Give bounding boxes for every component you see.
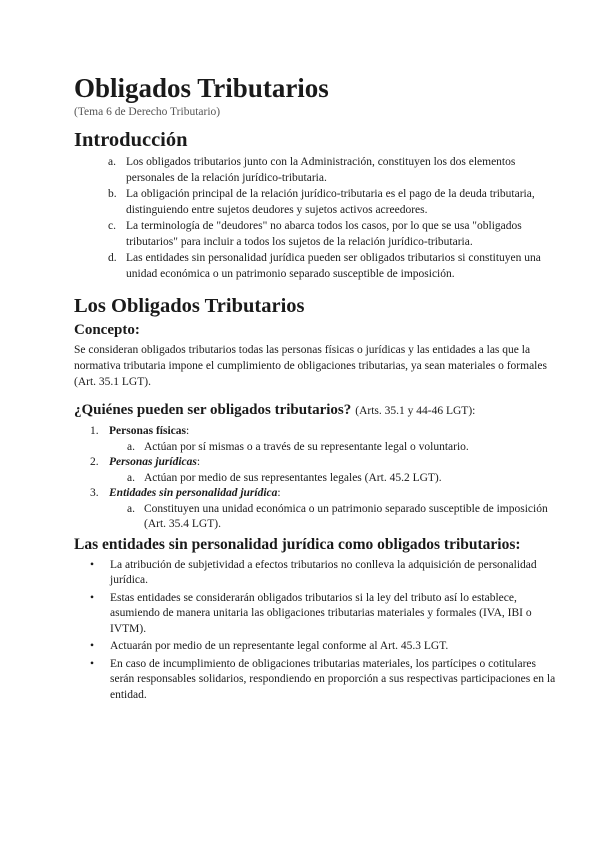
list-item (74, 455, 560, 486)
concept-text: Se consideran obligados tributarios todas las personas físicas o jurídicas y las entidades a las que la normativa tributaria impone el cumplimiento de obligaciones tributarias, ya sean materiales o formales (Art. 35.1 LGT). (74, 344, 547, 388)
list-item-text: La terminología de "deudores" no abarca todos los casos, por lo que se usa "obligados tributarios" para incluir a todos los sujetos de la relación jurídico-tributaria. (126, 220, 522, 248)
list-marker: a. (127, 440, 135, 453)
list-item (74, 486, 560, 533)
sub-list-item (74, 471, 560, 487)
list-item (74, 251, 560, 282)
list-item-text: La obligación principal de la relación jurídico-tributaria es el pago de la deuda tributaria, distinguiendo entre sujetos deudores y sujetos activos acreedores. (126, 188, 535, 216)
list-item (74, 155, 560, 186)
list-item-colon: : (196, 456, 201, 468)
list-item-text: Las entidades sin personalidad jurídica pueden ser obligados tributarios si constituyen una unidad económica o un patrimonio separado susceptible de imposición. (126, 252, 541, 280)
bullet-icon: • (90, 657, 95, 670)
list-marker: c. (108, 220, 116, 232)
list-item-term: Personas jurídicas (109, 456, 197, 468)
list-item (74, 591, 560, 638)
list-marker: d. (108, 252, 117, 264)
document-title: Obligados Tributarios (74, 73, 329, 103)
list-marker: 3. (90, 487, 99, 499)
document-subtitle: (Tema 6 de Derecho Tributario) (74, 106, 221, 118)
entities-list (74, 558, 560, 704)
list-item-text: Constituyen una unidad económica o un patrimonio separado susceptible de imposición (Art. 35.4 LGT). (144, 502, 548, 530)
list-item-term: Personas físicas (109, 425, 186, 437)
list-item (74, 424, 560, 455)
list-item-text: Los obligados tributarios junto con la Administración, constituyen los dos elementos personales de la relación jurídico-tributaria. (126, 156, 516, 184)
bullet-icon: • (90, 591, 95, 604)
who-list (74, 424, 560, 533)
list-item-text: La atribución de subjetividad a efectos tributarios no conlleva la adquisición de personalidad jurídica. (110, 558, 537, 586)
list-item (74, 219, 560, 250)
who-reference: (Arts. 35.1 y 44-46 LGT): (355, 405, 476, 417)
list-marker: b. (108, 188, 117, 200)
concept-heading: Concepto: (74, 322, 140, 338)
intro-heading: Introducción (74, 129, 188, 151)
list-item-text: Actúan por sí mismas o a través de su representante legal o voluntario. (144, 440, 469, 453)
list-item (74, 187, 560, 218)
list-marker: a. (108, 156, 116, 168)
list-marker: 2. (90, 456, 99, 468)
entities-heading: Las entidades sin personalidad jurídica como obligados tributarios: (74, 535, 521, 553)
sub-list-item (74, 440, 560, 456)
who-heading-line (74, 400, 560, 421)
list-item-colon: : (277, 487, 281, 499)
list-item-text: Actuarán por medio de un representante legal conforme al Art. 45.3 LGT. (110, 640, 449, 652)
list-item-term: Entidades sin personalidad jurídica (109, 487, 278, 499)
list-marker: a. (127, 502, 135, 515)
sub-list-item (74, 502, 560, 533)
intro-list (74, 155, 560, 282)
list-item-text: Actúan por medio de sus representantes legales (Art. 45.2 LGT). (144, 471, 442, 484)
list-item (74, 639, 560, 655)
list-item (74, 558, 560, 589)
list-item-colon: : (185, 425, 190, 437)
list-item-text: Estas entidades se considerarán obligados tributarios si la ley del tributo así lo establece, asumiendo de manera unitaria las obligaciones tributarias materiales y formales (IVA, IBI o IVTM). (110, 591, 532, 635)
list-marker: a. (127, 471, 135, 484)
list-item-text: En caso de incumplimiento de obligaciones tributarias materiales, los partícipes o cotitulares serán responsables solidarios, respondiendo en proporción a sus respectivas participaciones en la entidad. (110, 657, 556, 701)
section-heading: Los Obligados Tributarios (74, 295, 305, 317)
sub-list (74, 440, 560, 456)
bullet-icon: • (90, 558, 95, 571)
sub-list (74, 471, 560, 487)
list-marker: 1. (90, 425, 99, 437)
who-heading: ¿Quiénes pueden ser obligados tributarios? (74, 402, 352, 418)
sub-list (74, 502, 560, 533)
list-item (74, 657, 560, 704)
bullet-icon: • (90, 640, 95, 652)
